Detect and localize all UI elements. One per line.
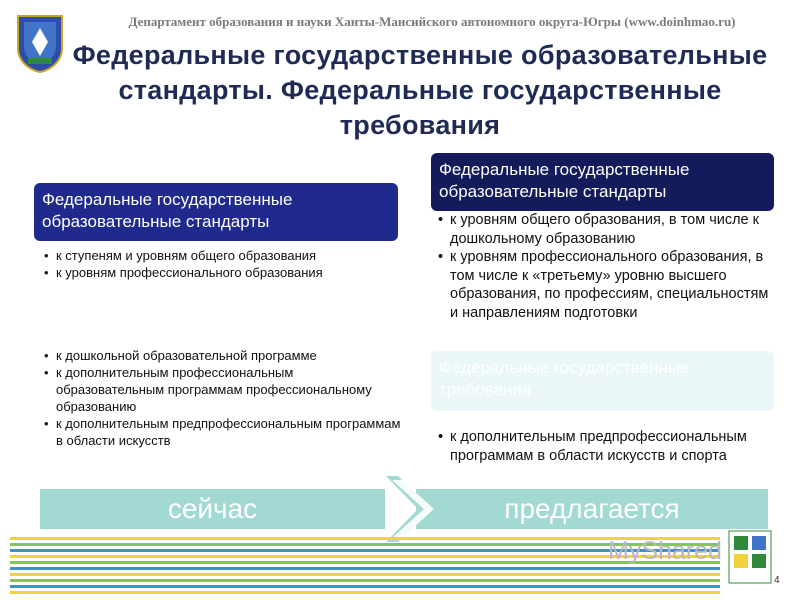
header-department-text: Департамент образования и науки Ханты-Мансийского автономного округа-Югры (www.doinhmao.ru) [128, 14, 736, 29]
page-number: 4 [774, 575, 780, 586]
list-item: • к дополнительным профессиональным образовательным программам профессиональному образованию [44, 364, 404, 415]
education-logo-icon [728, 530, 772, 584]
left-list-1 [44, 247, 404, 281]
list-item: • к ступеням и уровням общего образования [44, 247, 404, 264]
right-list-1 [438, 211, 774, 322]
list-item: • к дошкольной образовательной программе [44, 347, 404, 364]
list-item: • к дополнительным предпрофессиональным программам в области искусств [44, 415, 404, 449]
list-item: • к уровням общего образования, в том числе к дошкольному образованию [438, 211, 774, 248]
now-label: сейчас [40, 489, 385, 529]
right-standards-box: Федеральные государственные образовательные стандарты [431, 153, 774, 211]
left-list-2 [44, 347, 404, 449]
slide-title: Федеральные государственные образовательные стандарты. Федеральные государственные требования [72, 40, 768, 140]
list-item: • к уровням профессионального образования, в том числе к «третьему» уровню высшего образования, по профессиям, специальностям и направлениям подготовки [438, 248, 774, 322]
chevron-right-icon [384, 474, 442, 544]
watermark-text: MyShared [608, 537, 722, 565]
list-item: • к уровням профессионального образования [44, 264, 404, 281]
proposed-label: предлагается [416, 489, 768, 529]
right-list-2 [438, 428, 774, 465]
coat-of-arms-emblem [14, 12, 66, 74]
left-standards-box: Федеральные государственные образовательные стандарты [34, 183, 398, 241]
list-item: • к дополнительным предпрофессиональным программам в области искусств и спорта [438, 428, 774, 465]
requirements-box: Федеральные государственные требования [431, 351, 774, 411]
